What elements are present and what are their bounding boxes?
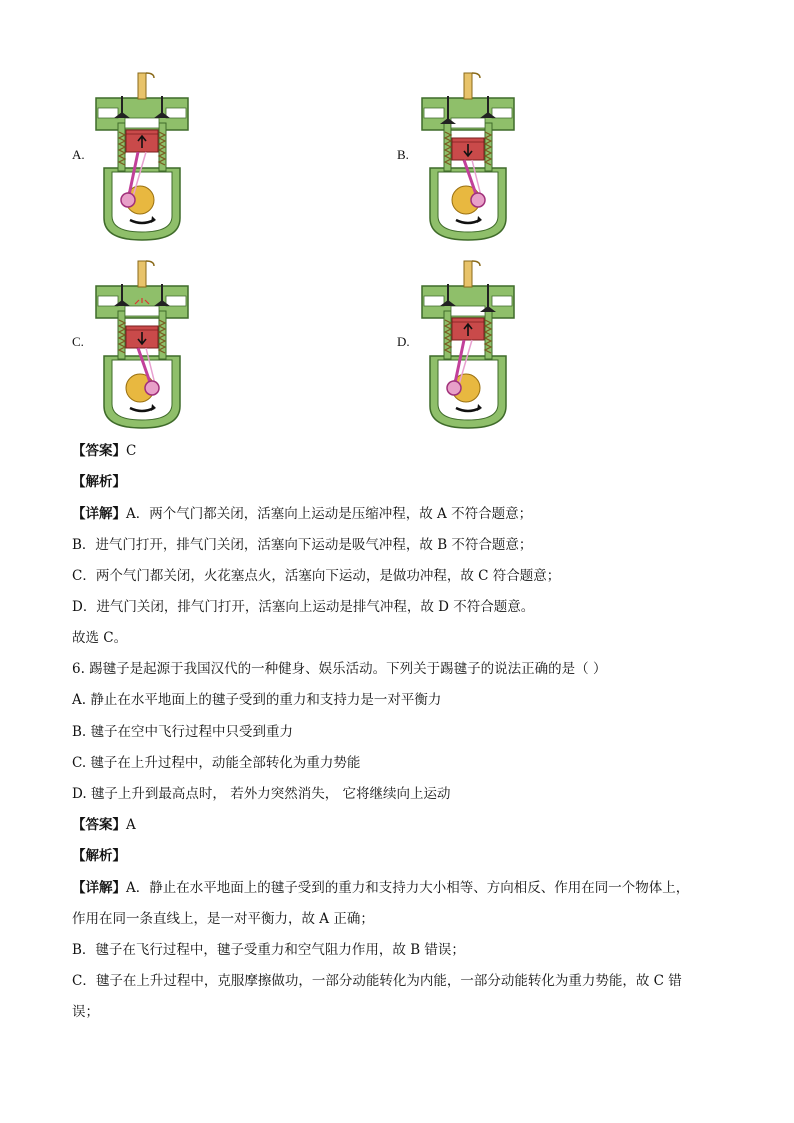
intake-port [424, 296, 444, 306]
q6-detail-line-2: 作用在同一条直线上，是一对平衡力，故 A 正确； [72, 911, 374, 927]
intake-port [98, 108, 118, 118]
intake-port [424, 108, 444, 118]
engine-diagram-a [92, 68, 192, 243]
exhaust-port [492, 296, 512, 306]
q5-answer-label: 【答案】 [72, 443, 126, 459]
spark-plug [464, 73, 472, 99]
q6-detail-line-1 [72, 879, 689, 897]
crank-pin [471, 193, 485, 207]
combustion-chamber [125, 118, 159, 128]
q6-detail-line-5: 误； [72, 1004, 99, 1020]
spark-plug [138, 261, 146, 287]
q6-answer-value: A [126, 817, 136, 833]
q5-detail-line-4: D．进气门关闭，排气门打开，活塞向上运动是排气冲程，故 D 不符合题意。 [72, 599, 535, 615]
q6-choice-b: B. 毽子在空中飞行过程中只受到重力 [72, 724, 294, 740]
spark-plug-terminal [472, 261, 480, 266]
q6-choice-c: C. 毽子在上升过程中，动能全部转化为重力势能 [72, 755, 361, 771]
crank-pin [447, 381, 461, 395]
q6-detail-line-4: C．毽子在上升过程中，克服摩擦做功，一部分动能转化为内能，一部分动能转化为重力势能，故 C 错 [72, 973, 682, 989]
exhaust-port [166, 108, 186, 118]
q6-answer-line [72, 816, 136, 834]
combustion-chamber [451, 118, 485, 128]
combustion-chamber [451, 306, 485, 316]
exhaust-port [492, 108, 512, 118]
q5-detail-line-1 [72, 505, 532, 523]
engine-diagram-d [418, 256, 518, 431]
q5-analysis-label: 【解析】 [72, 474, 126, 490]
q6-analysis-label: 【解析】 [72, 848, 126, 864]
q5-detail-label: 【详解】 [72, 506, 126, 522]
option-b-letter: B. [397, 147, 409, 162]
intake-port [98, 296, 118, 306]
engine-diagram-c [92, 256, 192, 431]
option-a-letter: A. [72, 147, 85, 162]
combustion-chamber [125, 306, 159, 316]
spark-plug [464, 261, 472, 287]
spark-plug-terminal [146, 261, 154, 266]
spark-plug-terminal [146, 73, 154, 78]
crank-pin [145, 381, 159, 395]
option-d-letter: D. [397, 334, 410, 349]
exhaust-port [166, 296, 186, 306]
engine-diagram-b [418, 68, 518, 243]
q6-detail-label: 【详解】 [72, 880, 126, 896]
q6-detail-text-1: A．静止在水平地面上的毽子受到的重力和支持力大小相等、方向相反、作用在同一个物体上， [126, 880, 690, 896]
q6-choice-a: A. 静止在水平地面上的毽子受到的重力和支持力是一对平衡力 [72, 692, 442, 708]
q6-detail-line-3: B．毽子在飞行过程中，毽子受重力和空气阻力作用，故 B 错误； [72, 942, 465, 958]
q5-detail-text-1: A．两个气门都关闭，活塞向上运动是压缩冲程，故 A 不符合题意； [126, 506, 533, 522]
spark-plug-terminal [472, 73, 480, 78]
q5-detail-line-2: B．进气门打开，排气门关闭，活塞向下运动是吸气冲程，故 B 不符合题意； [72, 537, 533, 553]
q6-stem: 6. 踢毽子是起源于我国汉代的一种健身、娱乐活动。下列关于踢毽子的说法正确的是（ ） [72, 661, 607, 677]
q5-answer-line [72, 442, 136, 460]
q6-answer-label: 【答案】 [72, 817, 126, 833]
option-c-letter: C. [72, 334, 84, 349]
q5-conclusion: 故选 C。 [72, 630, 128, 646]
q6-choice-d: D. 毽子上升到最高点时， 若外力突然消失， 它将继续向上运动 [72, 786, 451, 802]
spark-plug [138, 73, 146, 99]
crank-pin [121, 193, 135, 207]
q5-detail-line-3: C．两个气门都关闭，火花塞点火，活塞向下运动，是做功冲程，故 C 符合题意； [72, 568, 561, 584]
q5-answer-value: C [126, 443, 137, 459]
